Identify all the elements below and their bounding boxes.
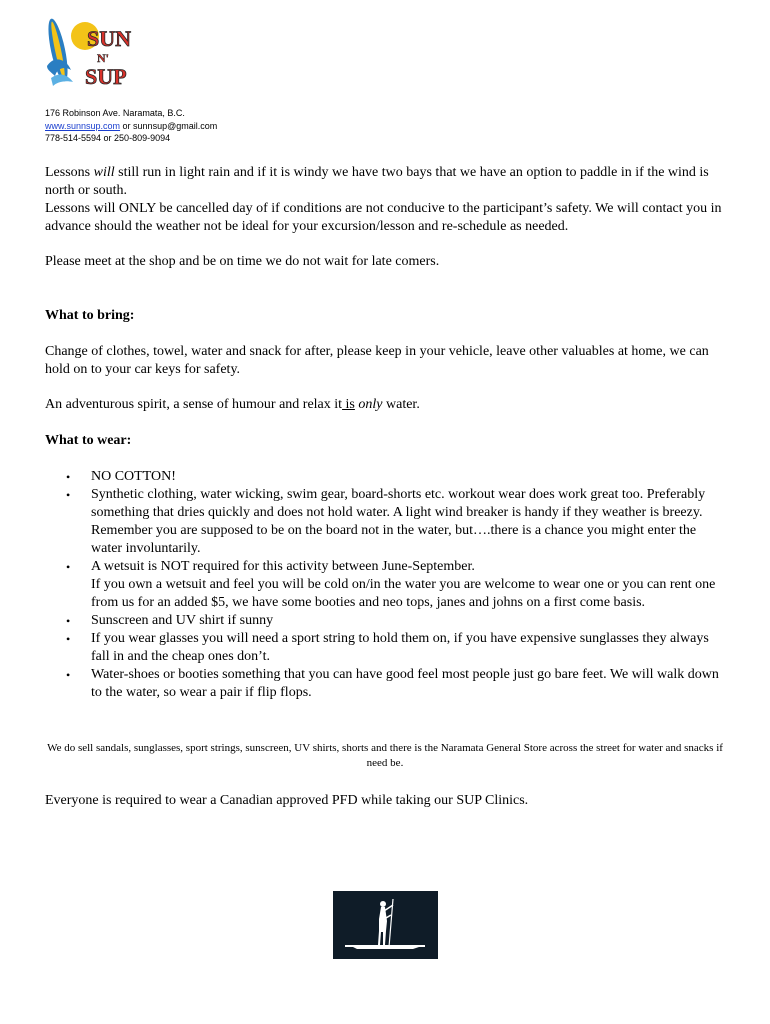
meet-paragraph: Please meet at the shop and be on time we do not wait for late comers. bbox=[45, 254, 440, 269]
bullet-icon: • bbox=[66, 470, 71, 484]
bullet-icon: • bbox=[66, 560, 71, 574]
intro-section bbox=[45, 164, 725, 236]
what-to-bring-heading: What to bring: bbox=[45, 308, 135, 323]
list-item: • NO COTTON! bbox=[66, 469, 176, 484]
list-item: • Synthetic clothing, water wicking, swim gear, board-shorts etc. workout wear does work great too. Preferably something that dries quickly and does not hold water. A light wind breaker is handy if they weather is breezy. Remember you are supposed to be on the board not in the water, but….there is a chance you might enter the water involuntarily. bbox=[66, 487, 706, 556]
contact-block bbox=[45, 107, 217, 145]
spirit-paragraph: An adventurous spirit, a sense of humour and relax it is only water. bbox=[45, 397, 420, 412]
list-item: • If you wear glasses you will need a sport string to hold them on, if you have expensive sunglasses they always fall in and the cheap ones don’t. bbox=[66, 631, 709, 664]
logo-text-n: N' bbox=[97, 51, 109, 65]
sun-n-sup-logo bbox=[45, 14, 135, 88]
website-link[interactable]: www.sunnsup.com bbox=[45, 120, 121, 131]
what-to-bring-text: Change of clothes, towel, water and snack for after, please keep in your vehicle, leave other valuables at home, we can hold on to your car keys for safety. bbox=[45, 344, 709, 377]
bullet-icon: • bbox=[66, 668, 71, 682]
logo-text-sup: SUP bbox=[85, 64, 127, 88]
logo-text-sun: SUN bbox=[87, 26, 132, 51]
list-item: • A wetsuit is NOT required for this activity between June-September. If you own a wetsuit and feel you will be cold on/in the water you are welcome to wear one or you can rent one from us for an added $5, we have some booties and neo tops, janes and johns on a first come basis. bbox=[66, 559, 716, 610]
store-note: We do sell sandals, sunglasses, sport strings, sunscreen, UV shirts, shorts and there is the Naramata General Store across the street for water and snacks if need be. bbox=[47, 742, 723, 769]
list-item: • Water-shoes or booties something that you can have good feel most people just go bare feet. We will walk down to the water, so wear a pair if flip flops. bbox=[66, 667, 719, 700]
web-email-line bbox=[45, 120, 217, 133]
bullet-icon: • bbox=[66, 614, 71, 628]
pfd-paragraph: Everyone is required to wear a Canadian approved PFD while taking our SUP Clinics. bbox=[45, 793, 529, 808]
phone-numbers: 778-514-5594 or 250-809-9094 bbox=[45, 133, 171, 143]
address: 176 Robinson Ave. Naramata, B.C. bbox=[45, 108, 185, 118]
intro-paragraph-2: Lessons will ONLY be cancelled day of if conditions are not conducive to the participant’s safety. We will contact you in advance should the weather not be ideal for your excursion/lesson and re-schedule as needed. bbox=[45, 201, 722, 234]
intro-paragraph-1: Lessons will still run in light rain and if it is windy we have two bays that we have an option to paddle in if the wind is north or south. bbox=[45, 165, 709, 198]
list-item: • Sunscreen and UV shirt if sunny bbox=[66, 613, 274, 628]
bullet-icon: • bbox=[66, 632, 71, 646]
what-to-wear-heading: What to wear: bbox=[45, 433, 132, 448]
what-to-wear-list bbox=[45, 468, 725, 702]
bullet-icon: • bbox=[66, 488, 71, 502]
email-text: or sunnsup@gmail.com bbox=[120, 120, 218, 131]
paddleboarder-silhouette-image bbox=[333, 891, 438, 959]
